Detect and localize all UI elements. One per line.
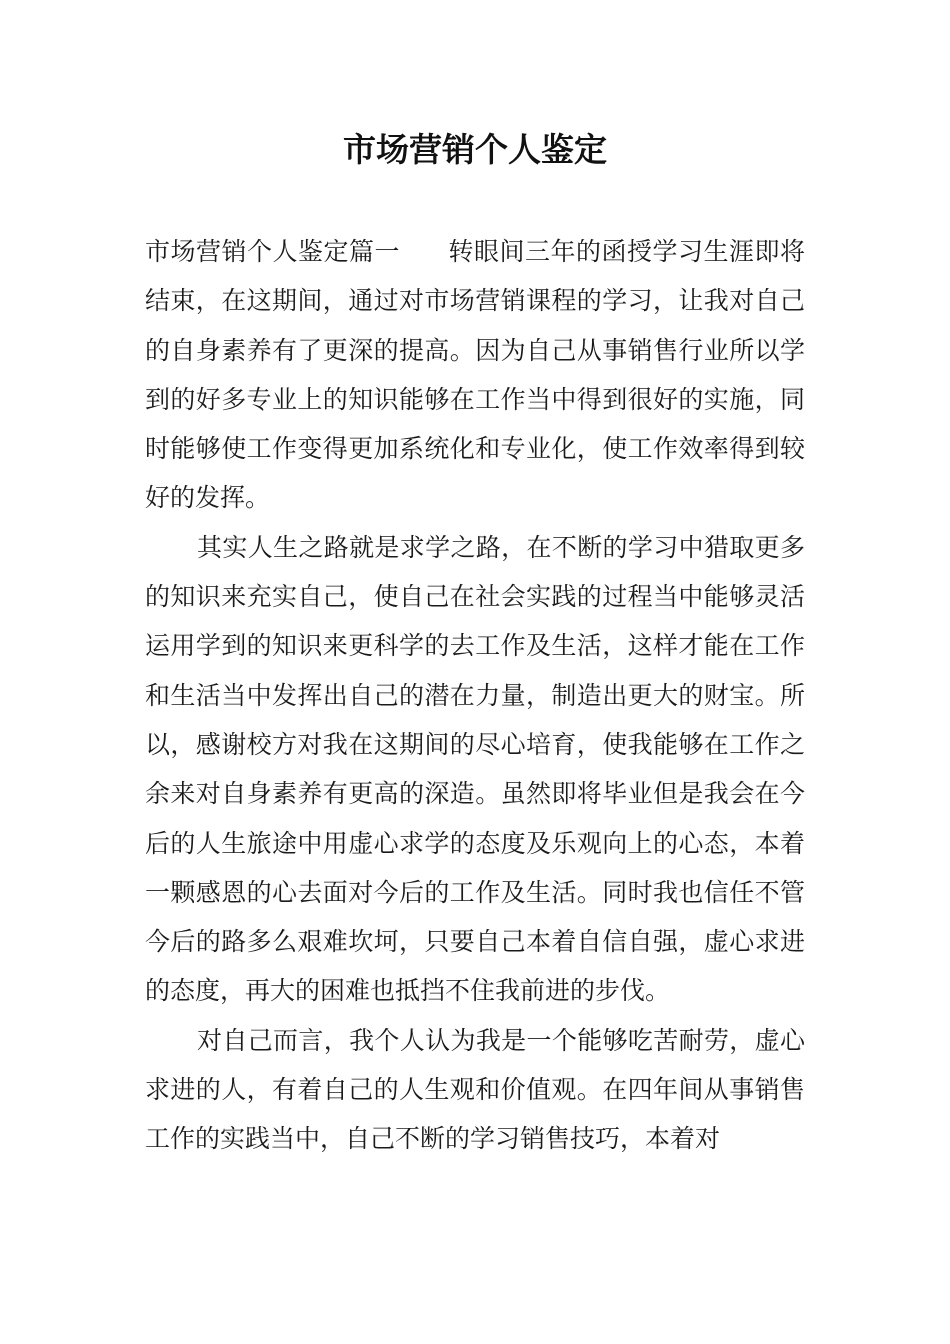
document-body xyxy=(145,227,805,1164)
paragraph-2: 其实人生之路就是求学之路，在不断的学习中猎取更多的知识来充实自己，使自己在社会实践的过程当中能够灵活运用学到的知识来更科学的去工作及生活，这样才能在工作和生活当中发挥出自己的潜在力量，制造出更大的财宝。所以，感谢校方对我在这期间的尽心培育，使我能够在工作之余来对自身素养有更高的深造。虽然即将毕业但是我会在今后的人生旅途中用虚心求学的态度及乐观向上的心态，本着一颗感恩的心去面对今后的工作及生活。同时我也信任不管今后的路多么艰难坎坷，只要自己本着自信自强，虚心求进的态度，再大的困难也抵挡不住我前进的步伐。 xyxy=(145,532,805,1006)
document-title: 市场营销个人鉴定 xyxy=(343,130,607,169)
paragraph-3: 对自己而言，我个人认为我是一个能够吃苦耐劳，虚心求进的人，有着自己的人生观和价值观。在四年间从事销售工作的实践当中，自己不断的学习销售技巧，本着对 xyxy=(145,1025,805,1154)
paragraph-1-text: 转眼间三年的函授学习生涯即将结束，在这期间，通过对市场营销课程的学习，让我对自己的自身素养有了更深的提高。因为自己从事销售行业所以学到的好多专业上的知识能够在工作当中得到很好的实施，同时能够使工作变得更加系统化和专业化，使工作效率得到较好的发挥。 xyxy=(145,237,805,513)
paragraph-1 xyxy=(145,227,805,523)
section-heading: 市场营销个人鉴定篇一 xyxy=(145,237,400,266)
